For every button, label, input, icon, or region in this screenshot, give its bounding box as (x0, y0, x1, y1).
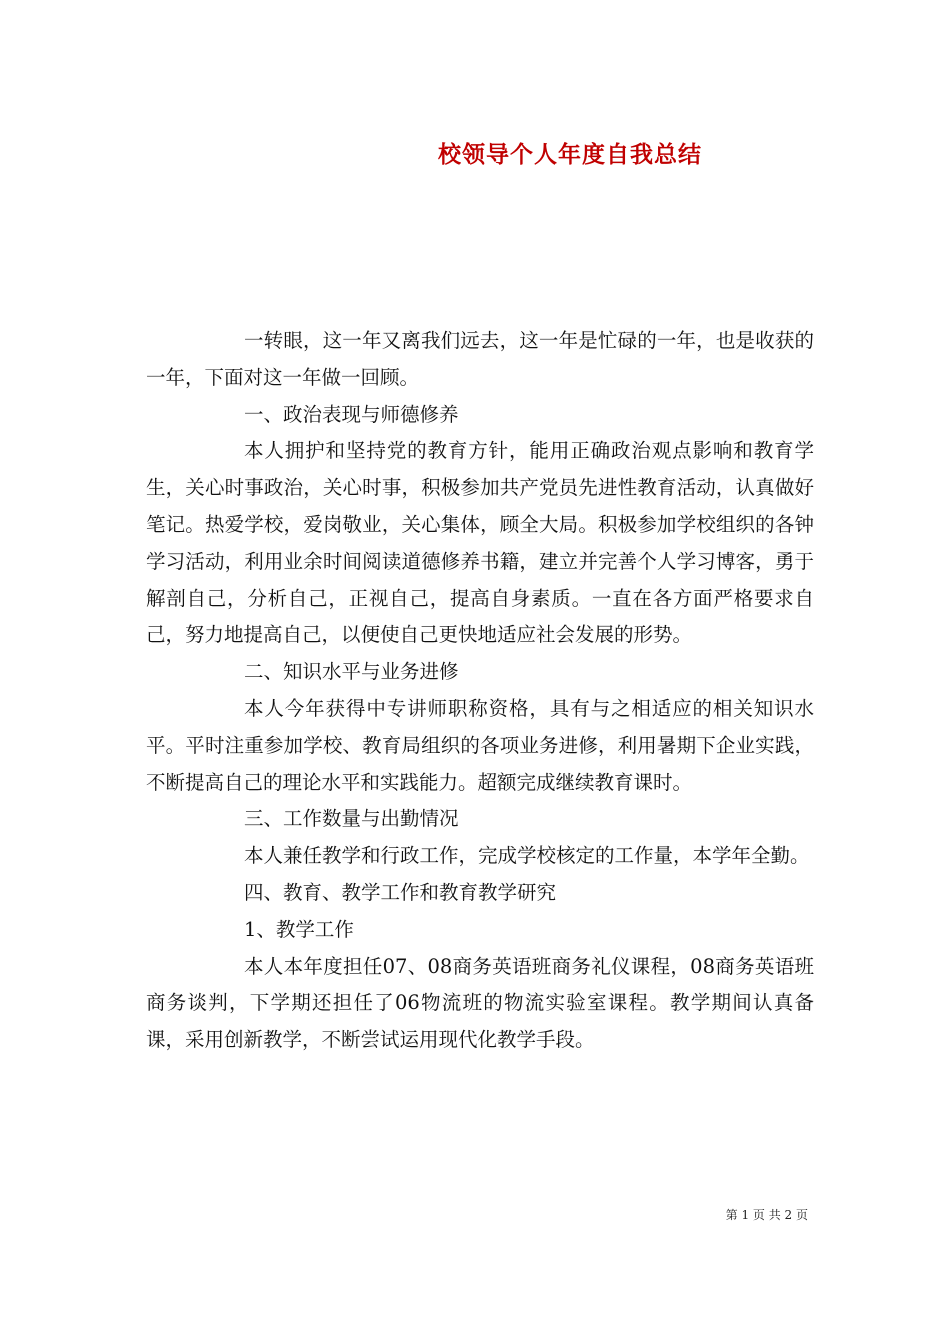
page-number-footer: 第 1 页 共 2 页 (725, 1208, 808, 1222)
intro-paragraph: 一转眼，这一年又离我们远去，这一年是忙碌的一年，也是收获的一年，下面对这一年做一回顾。 (146, 329, 814, 389)
teaching-paragraph: 本人本年度担任07、08商务英语班商务礼仪课程，08商务英语班商务谈判，下学期还担任了06物流班的物流实验室课程。教学期间认真备课，采用创新教学，不断尝试运用现代化教学手段。 (146, 954, 814, 1052)
document-title: 校领导个人年度自我总结 (438, 141, 702, 168)
politics-paragraph: 本人拥护和坚持党的教育方针，能用正确政治观点影响和教育学生，关心时事政治，关心时事，积极参加共产党员先进性教育活动，认真做好笔记。热爱学校，爱岗敬业，关心集体，顾全大局。积极参加学校组织的各钟学习活动，利用业余时间阅读道德修养书籍，建立并完善个人学习博客，勇于解剖自己，分析自己，正视自己，提高自身素质。一直在各方面严格要求自己，努力地提高自己，以便使自己更快地适应社会发展的形势。 (146, 439, 814, 647)
subsection-heading-teaching: 1、教学工作 (244, 917, 354, 941)
knowledge-paragraph: 本人今年获得中专讲师职称资格，具有与之相适应的相关知识水平。平时注重参加学校、教育局组织的各项业务进修，利用暑期下企业实践，不断提高自己的理论水平和实践能力。超额完成继续教育课时。 (146, 696, 814, 794)
section-heading-teaching-research: 四、教育、教学工作和教育教学研究 (244, 880, 557, 904)
section-heading-workload: 三、工作数量与出勤情况 (244, 807, 459, 831)
section-heading-politics: 一、政治表现与师德修养 (244, 402, 459, 426)
section-heading-knowledge: 二、知识水平与业务进修 (244, 660, 459, 684)
document-body (146, 323, 814, 1059)
workload-paragraph: 本人兼任教学和行政工作，完成学校核定的工作量，本学年全勤。 (244, 844, 810, 868)
